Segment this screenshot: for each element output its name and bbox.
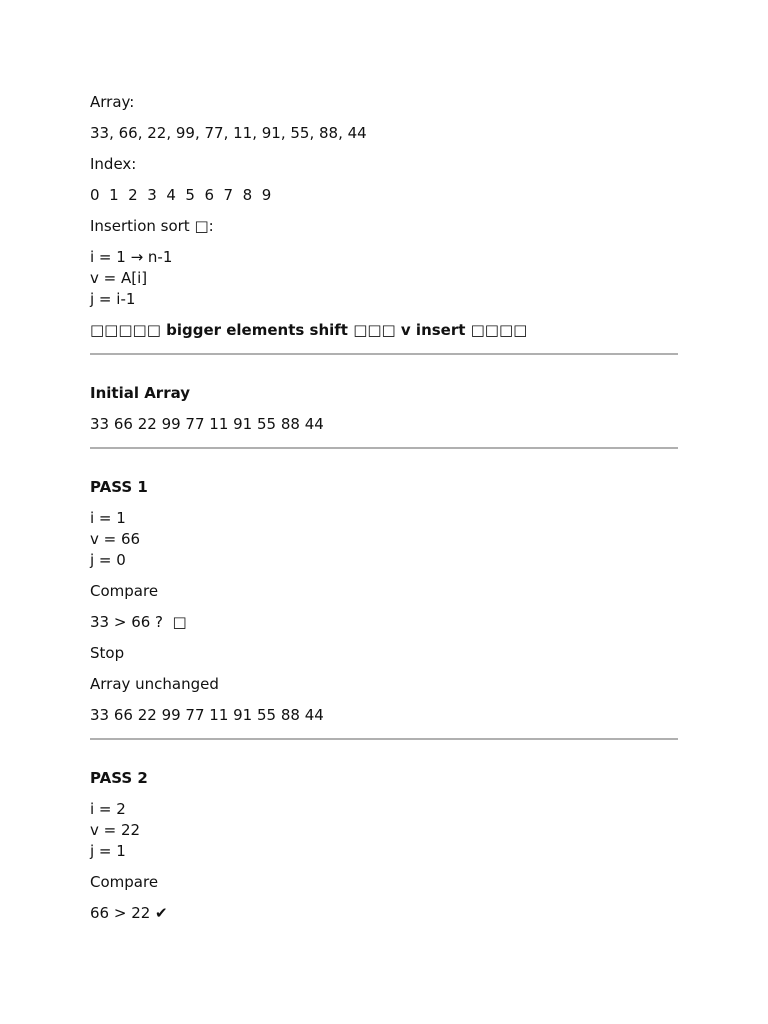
divider <box>90 738 678 740</box>
algo-note: □□□□□ bigger elements shift □□□ v insert □□□□ <box>90 321 528 339</box>
pass1-var-j: j = 0 <box>90 551 126 569</box>
algo-line-loop: i = 1 → n-1 <box>90 248 173 266</box>
pass2-var-v: v = 22 <box>90 821 141 839</box>
initial-array-values: 33 66 22 99 77 11 91 55 88 44 <box>90 415 324 433</box>
pass1-stop: Stop <box>90 644 125 662</box>
index-values: 0 1 2 3 4 5 6 7 8 9 <box>90 186 272 204</box>
array-label: Array: <box>90 93 135 111</box>
array-values: 33, 66, 22, 99, 77, 11, 91, 55, 88, 44 <box>90 124 367 142</box>
insertion-sort-label: Insertion sort □: <box>90 217 214 235</box>
pass2-compare: 66 > 22 ✔ <box>90 904 168 922</box>
pass1-result-label: Array unchanged <box>90 675 219 693</box>
divider <box>90 447 678 449</box>
pass2-compare-label: Compare <box>90 873 159 891</box>
algo-line-v: v = A[i] <box>90 269 148 287</box>
initial-array-heading: Initial Array <box>90 384 191 402</box>
document-body <box>90 92 678 924</box>
pass1-compare: 33 > 66 ? □ <box>90 613 187 631</box>
pass1-var-i: i = 1 <box>90 509 126 527</box>
pass2-var-i: i = 2 <box>90 800 126 818</box>
pass1-var-v: v = 66 <box>90 530 141 548</box>
pass1-compare-label: Compare <box>90 582 159 600</box>
pass1-heading: PASS 1 <box>90 478 148 496</box>
pass2-heading: PASS 2 <box>90 769 148 787</box>
divider <box>90 353 678 355</box>
pass2-var-j: j = 1 <box>90 842 126 860</box>
pass1-result: 33 66 22 99 77 11 91 55 88 44 <box>90 706 324 724</box>
algo-line-j: j = i-1 <box>90 290 136 308</box>
index-label: Index: <box>90 155 137 173</box>
